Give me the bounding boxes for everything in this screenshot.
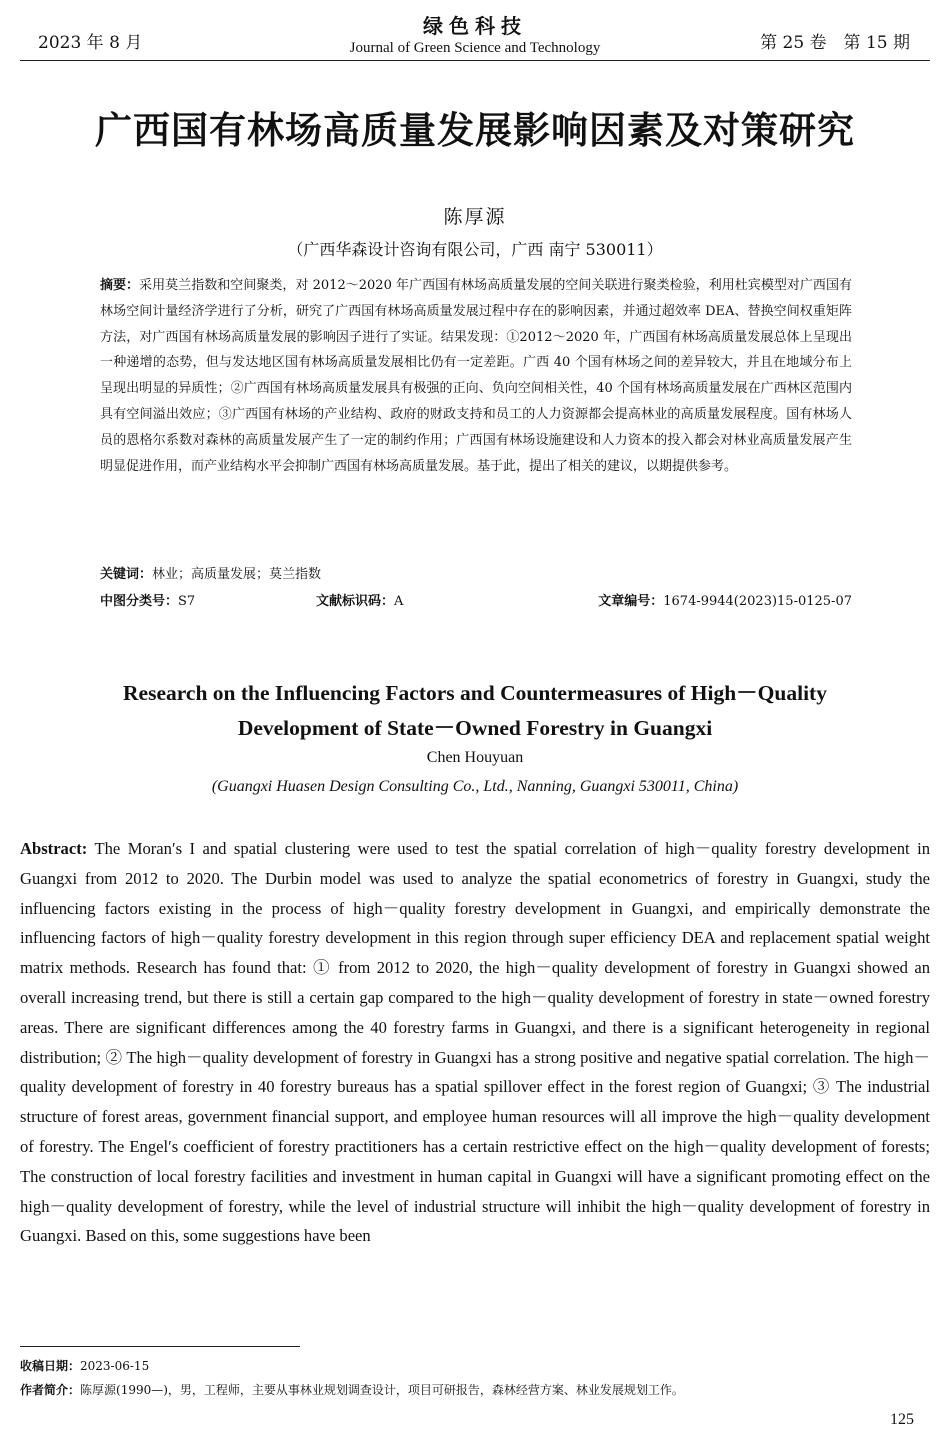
- keywords-cn: [100, 563, 852, 582]
- author-name-en: Chen Houyuan: [426, 749, 524, 766]
- doc-code-label: 文献标识码：: [316, 594, 395, 609]
- affiliation-en: (Guangxi Huasen Design Consulting Co., Ltd., Nanning, Guangxi 530011, China): [211, 778, 739, 795]
- issue-date: 2023 年 8 月: [38, 33, 143, 53]
- classification-row: [100, 590, 852, 612]
- abstract-cn: [100, 273, 852, 479]
- abstract-text-en: The Moran′s I and spatial clustering were used to test the spatial correlation of high－quality forestry development in Guangxi from 2012 to 2020. The Durbin model was used to analyze the spatial econometrics of forestry in Guangxi, study the influencing factors existing in the process of high－quality forestry development in Guangxi, and empirically demonstrate the influencing factors of high－quality forestry development in this region through super efficiency DEA and replacement spatial weight matrix methods. Research has found that: ① from 2012 to 2020, the high－quality development of forestry in Guangxi showed an overall increasing trend, but there is still a certain gap compared to the high－quality development of forestry in state－owned forestry areas. There are significant differences among the 40 forestry farms in Guangxi, and there is a significant heterogeneity in regional distribution; ② The high－quality development of forestry in Guangxi has a strong positive and negative spatial correlation. The high－quality development of forestry in 40 forestry bureaus has a spatial spillover effect in the forest region of Guangxi; ③ The industrial structure of forest areas, government financial support, and employee human resources will all improve the high－quality development of forestry. The Engel′s coefficient of forestry practitioners has a certain restrictive effect on the high－quality development of forests; The construction of local forestry facilities and investment in human capital in Guangxi will have a significant promoting effect on the high－quality development of forestry, while the level of industrial structure will inhibit the high－quality development of forestry in Guangxi. Based on this, some suggestions have been: [20, 839, 930, 1246]
- footnote-divider: [20, 1346, 300, 1347]
- received-label: 收稿日期：: [20, 1359, 81, 1373]
- volume-issue: 第 25 卷 第 15 期: [760, 33, 910, 53]
- received-value: 2023-06-15: [80, 1359, 150, 1373]
- doc-code-value: A: [394, 594, 404, 609]
- received-date: [20, 1357, 149, 1374]
- author-bio: [20, 1381, 684, 1398]
- article-number-label: 文章编号：: [598, 594, 664, 609]
- clc-label: 中图分类号：: [100, 594, 179, 609]
- abstract-en: [20, 834, 930, 1251]
- article-title-en: [0, 676, 950, 746]
- page-number: 125: [890, 1411, 914, 1428]
- title-en-line-1: Research on the Influencing Factors and Countermeasures of High－Quality: [123, 681, 827, 705]
- abstract-text-cn: 采用莫兰指数和空间聚类，对 2012～2020 年广西国有林场高质量发展的空间关联进行聚类检验，利用杜宾模型对广西国有林场空间计量经济学进行了分析，研究了广西国有林场高质量发展过程中存在的影响因素，并通过超效率 DEA、替换空间权重矩阵方法，对广西国有林场高质量发展的影响因子进行了实证。结果发现：①2012～2020 年，广西国有林场高质量发展总体上呈现出一种递增的态势，但与发达地区国有林场高质量发展相比仍有一定差距。广西 40 个国有林场之间的差异较大，并且在地域分布上呈现出明显的异质性；②广西国有林场高质量发展具有极强的正向、负向空间相关性，40 个国有林场高质量发展在广西林区范围内具有空间溢出效应；③广西国有林场的产业结构、政府的财政支持和员工的人力资源都会提高林业的高质量发展程度。国有林场人员的恩格尔系数对森林的高质量发展产生了一定的制约作用；广西国有林场设施建设和人力资本的投入都会对林业高质量发展产生明显促进作用，而产业结构水平会抑制广西国有林场高质量发展。基于此，提出了相关的建议，以期提供参考。: [100, 278, 852, 474]
- keywords-label: 关键词：: [100, 567, 153, 582]
- author-name-cn: 陈厚源: [443, 206, 507, 228]
- header-divider: [20, 60, 930, 61]
- clc-number: [100, 590, 195, 609]
- abstract-label-en: Abstract:: [20, 839, 88, 858]
- abstract-label-cn: 摘要：: [100, 278, 140, 293]
- journal-name-cn: 绿色科技: [423, 14, 527, 38]
- keywords-text: 林业；高质量发展；莫兰指数: [152, 567, 322, 582]
- article-number: [598, 590, 852, 609]
- affiliation-cn: （广西华森设计咨询有限公司，广西 南宁 530011）: [287, 240, 663, 259]
- article-number-value: 1674-9944(2023)15-0125-07: [663, 594, 852, 609]
- bio-label: 作者简介：: [20, 1383, 81, 1397]
- journal-name-en: Journal of Green Science and Technology: [349, 40, 601, 56]
- article-title-cn: 广西国有林场高质量发展影响因素及对策研究: [95, 108, 855, 152]
- document-code: [316, 590, 403, 609]
- clc-value: S7: [178, 594, 196, 609]
- page-header: [0, 0, 950, 62]
- title-en-line-2: Development of State－Owned Forestry in Guangxi: [237, 716, 713, 740]
- bio-value: 陈厚源(1990—)，男，工程师，主要从事林业规划调查设计，项目可研报告，森林经营方案、林业发展规划工作。: [80, 1383, 684, 1397]
